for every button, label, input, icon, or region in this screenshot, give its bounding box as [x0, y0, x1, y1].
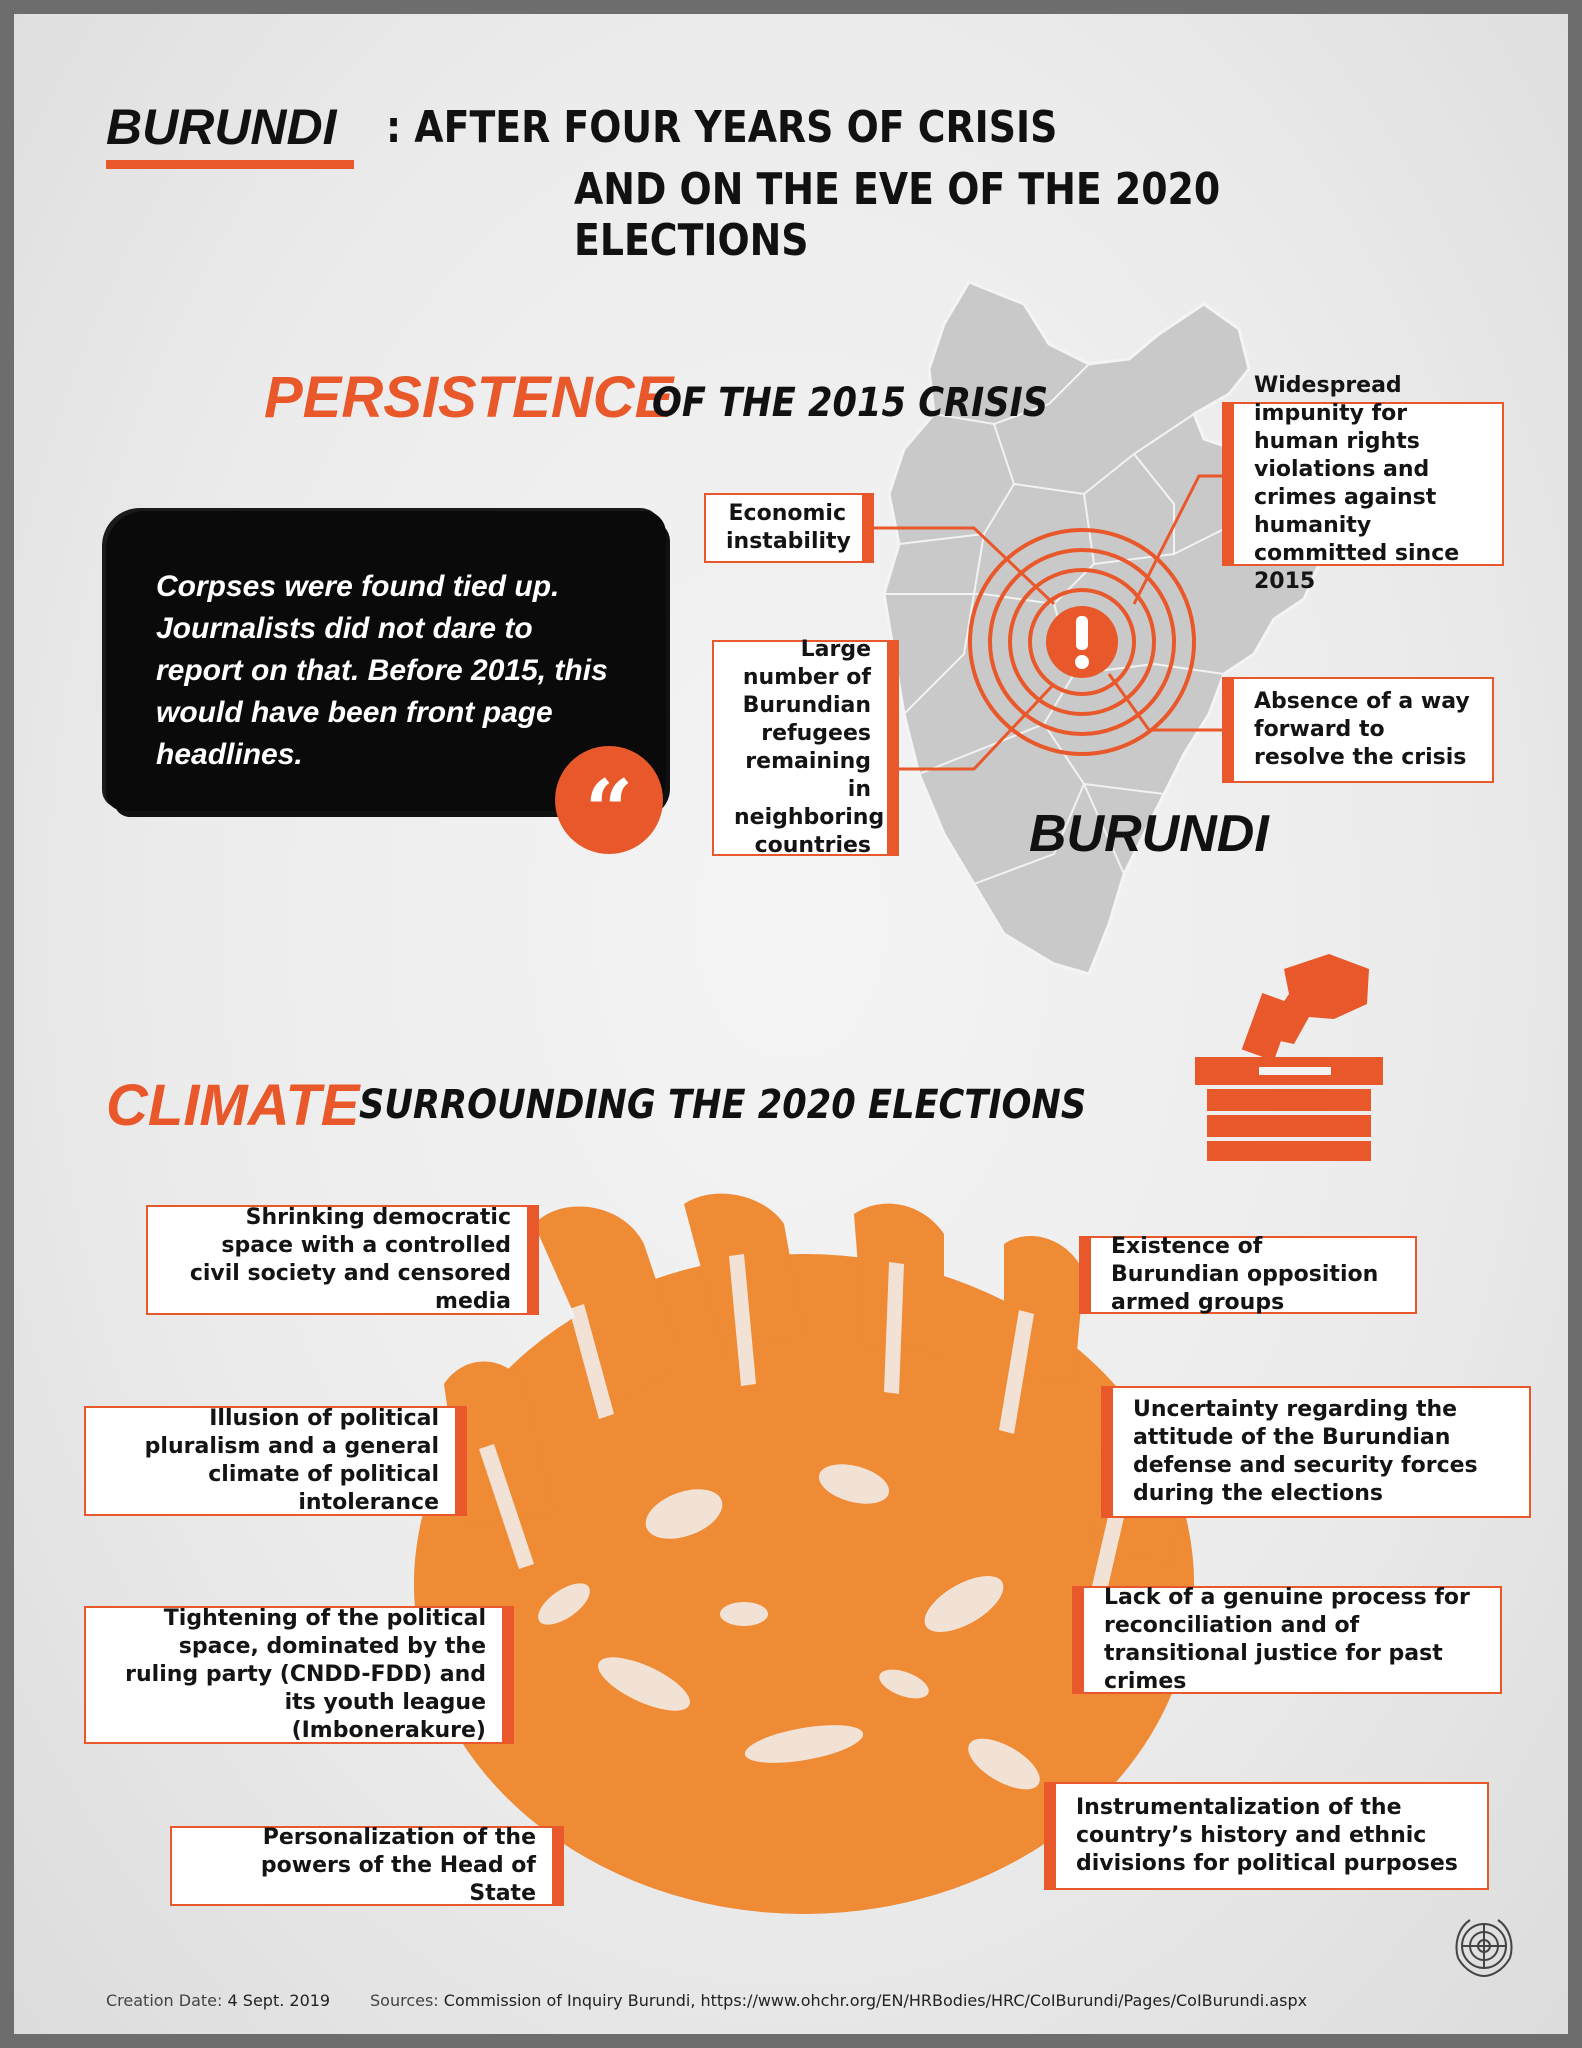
persistence-item-economic: Economic instability — [704, 493, 874, 563]
climate-item-reconciliation: Lack of a genuine process for reconciliation and of transitional justice for past crimes — [1072, 1586, 1502, 1694]
climate-heading-rest: SURROUNDING THE 2020 ELECTIONS — [359, 1082, 1087, 1128]
persistence-item-impunity: Widespread impunity for human rights violations and crimes against humanity committed since 2015 — [1222, 402, 1504, 566]
climate-item-tightening-space: Tightening of the political space, dominated by the ruling party (CNDD-FDD) and its youth league (Imbonerakure) — [84, 1606, 514, 1744]
quote-text: Corpses were found tied up. Journalists did not dare to report on that. Before 2015, this would have been front page headlines. — [156, 570, 608, 771]
persistence-heading-rest: OF THE 2015 CRISIS — [652, 380, 1049, 426]
title-keyword: BURUNDI — [106, 99, 337, 155]
climate-item-instrumentalization: Instrumentalization of the country’s history and ethnic divisions for political purposes — [1044, 1782, 1489, 1890]
climate-item-personalization: Personalization of the powers of the Head of State — [170, 1826, 564, 1906]
climate-item-armed-groups: Existence of Burundian opposition armed groups — [1079, 1236, 1417, 1314]
un-emblem-icon — [1448, 1910, 1520, 1982]
sources: Sources: Commission of Inquiry Burundi, https://www.ohchr.org/EN/HRBodies/HRC/CoIBurundi/Pages/CoIBurundi.aspx — [370, 1991, 1308, 2010]
climate-item-illusion-pluralism: Illusion of political pluralism and a general climate of political intolerance — [84, 1406, 467, 1516]
ballot-box-icon — [1189, 949, 1389, 1179]
climate-item-security-forces: Uncertainty regarding the attitude of the Burundian defense and security forces during the elections — [1101, 1386, 1531, 1518]
persistence-item-no-way-forward: Absence of a way forward to resolve the crisis — [1222, 677, 1494, 783]
quote-mark-icon: “ — [555, 746, 663, 854]
climate-item-shrinking-space: Shrinking democratic space with a controlled civil society and censored media — [146, 1205, 539, 1315]
persistence-heading-key: PERSISTENCE — [264, 365, 674, 430]
map-label: BURUNDI — [1029, 805, 1269, 863]
title-line-1: : AFTER FOUR YEARS OF CRISIS — [386, 102, 1058, 153]
title-underline — [106, 160, 354, 169]
title-line-2: AND ON THE EVE OF THE 2020 ELECTIONS — [574, 164, 1221, 266]
climate-heading-key: CLIMATE — [106, 1073, 360, 1138]
alert-target — [966, 526, 1198, 758]
creation-date: Creation Date: 4 Sept. 2019 — [106, 1991, 331, 2010]
persistence-item-refugees: Large number of Burundian refugees remaining in neighboring countries — [712, 640, 899, 856]
